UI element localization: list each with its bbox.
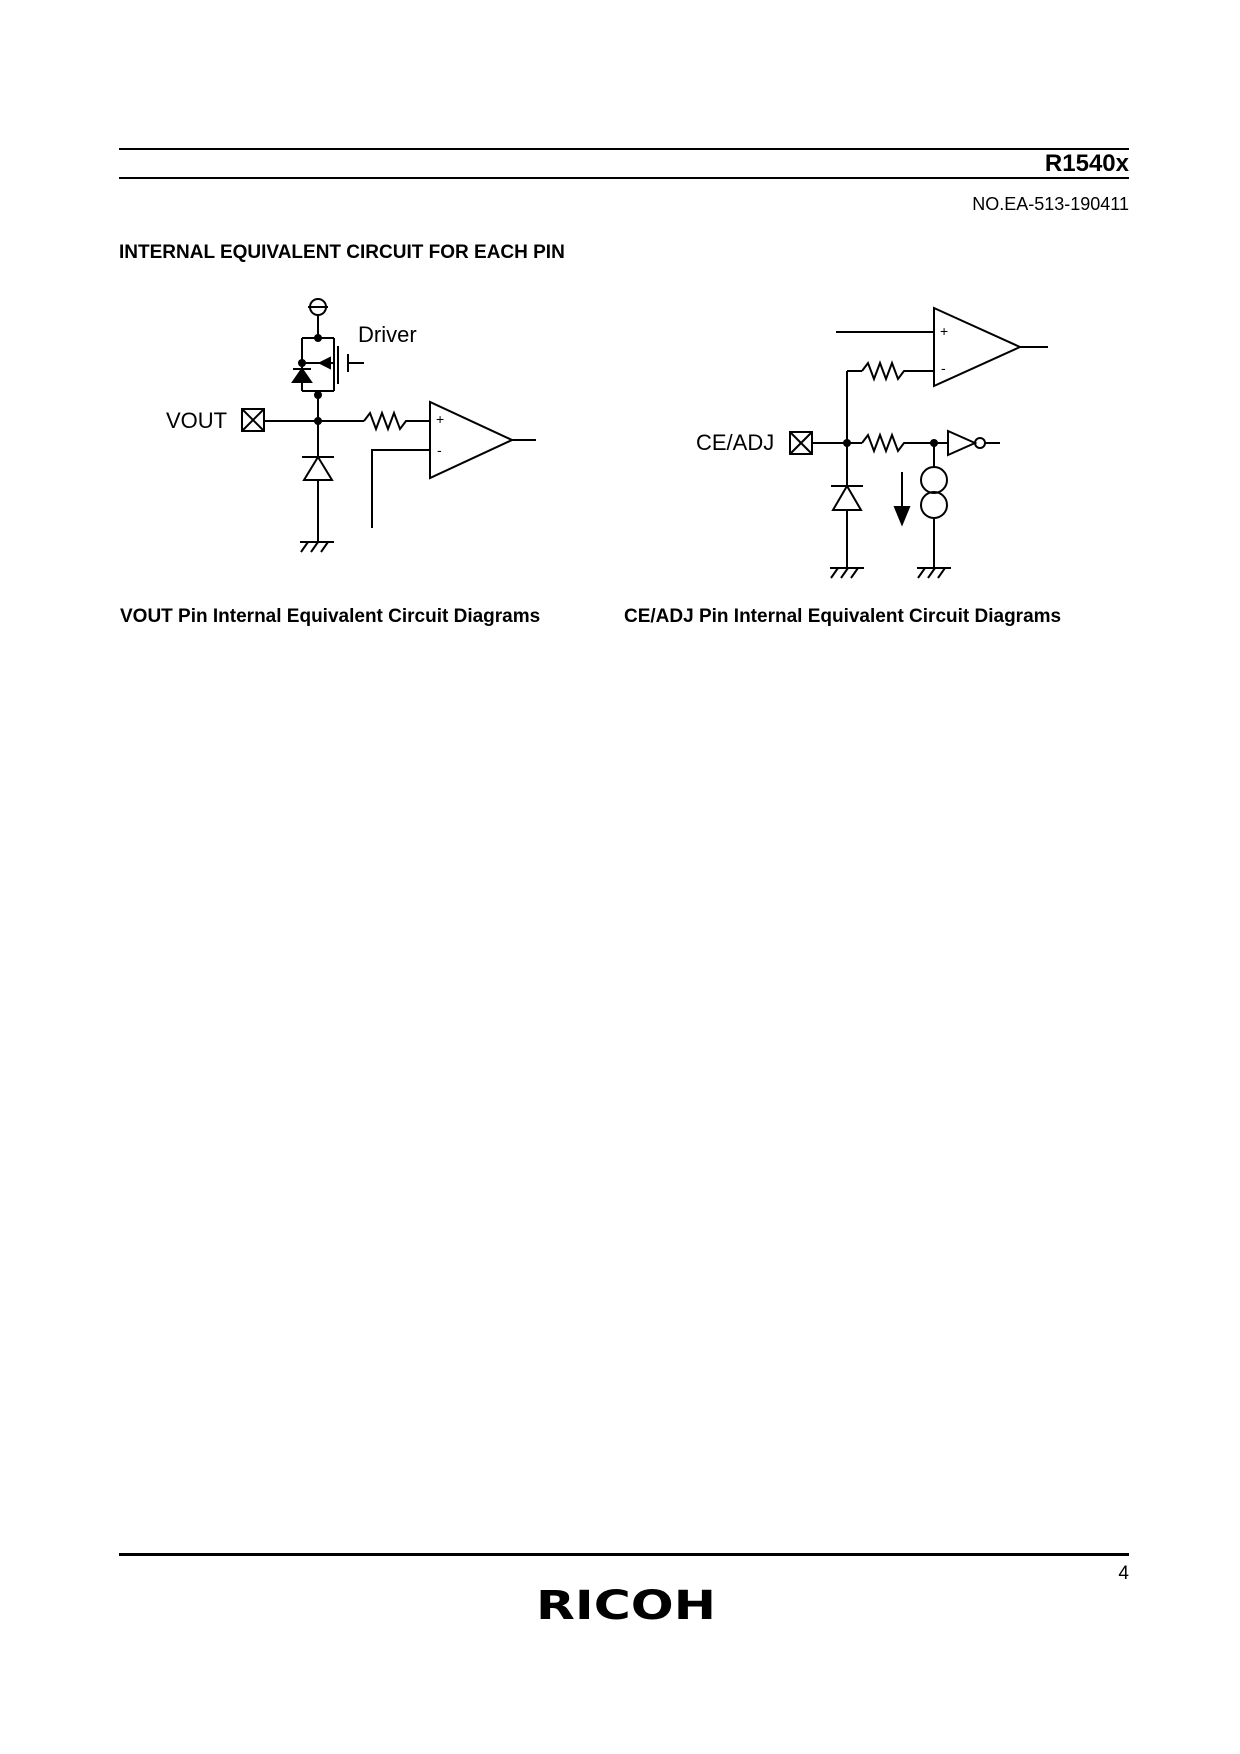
- svg-text:-: -: [941, 360, 946, 376]
- svg-text:+: +: [940, 323, 949, 339]
- clamp-diode-icon: [302, 457, 334, 480]
- feedback-resistor-icon: [862, 363, 934, 379]
- driver-transistor-icon: [298, 338, 364, 391]
- svg-text:+: +: [436, 411, 445, 427]
- clamp-diode-icon: [831, 486, 863, 510]
- body-diode-icon: [293, 369, 311, 382]
- ground-icon: [830, 568, 864, 578]
- document-number: NO.EA-513-190411: [972, 194, 1129, 214]
- driver-label: Driver: [358, 322, 417, 347]
- page-number: 4: [1118, 1563, 1129, 1584]
- pin-pad-icon: [790, 432, 812, 454]
- ricoh-logo: [534, 1584, 718, 1624]
- inverter-icon: [948, 431, 975, 455]
- ceadj-caption: CE/ADJ Pin Internal Equivalent Circuit Diagrams: [624, 606, 1062, 627]
- header-rule-bottom: [119, 177, 1129, 179]
- svg-text:-: -: [437, 442, 442, 458]
- op-amp-icon: [934, 308, 1020, 386]
- vout-pin-label: VOUT: [166, 408, 228, 433]
- ground-icon: [300, 542, 334, 552]
- pin-pad-icon: [242, 409, 264, 431]
- vout-circuit-diagram: [150, 290, 550, 580]
- section-title: INTERNAL EQUIVALENT CIRCUIT FOR EACH PIN: [119, 242, 565, 263]
- current-arrow-icon: [895, 472, 909, 524]
- vout-caption: VOUT Pin Internal Equivalent Circuit Diagrams: [120, 606, 541, 627]
- svg-text:RICOH: RICOH: [536, 1584, 716, 1624]
- resistor-icon: [364, 413, 424, 429]
- current-source-icon: [921, 467, 947, 518]
- ceadj-circuit-diagram: [690, 300, 1090, 600]
- header-rule-top: [119, 148, 1129, 150]
- series-resistor-icon: [862, 435, 934, 451]
- part-number: R1540x: [1044, 150, 1129, 177]
- ground-icon: [917, 568, 951, 578]
- ceadj-pin-label: CE/ADJ: [696, 430, 775, 455]
- footer-rule: [119, 1553, 1129, 1556]
